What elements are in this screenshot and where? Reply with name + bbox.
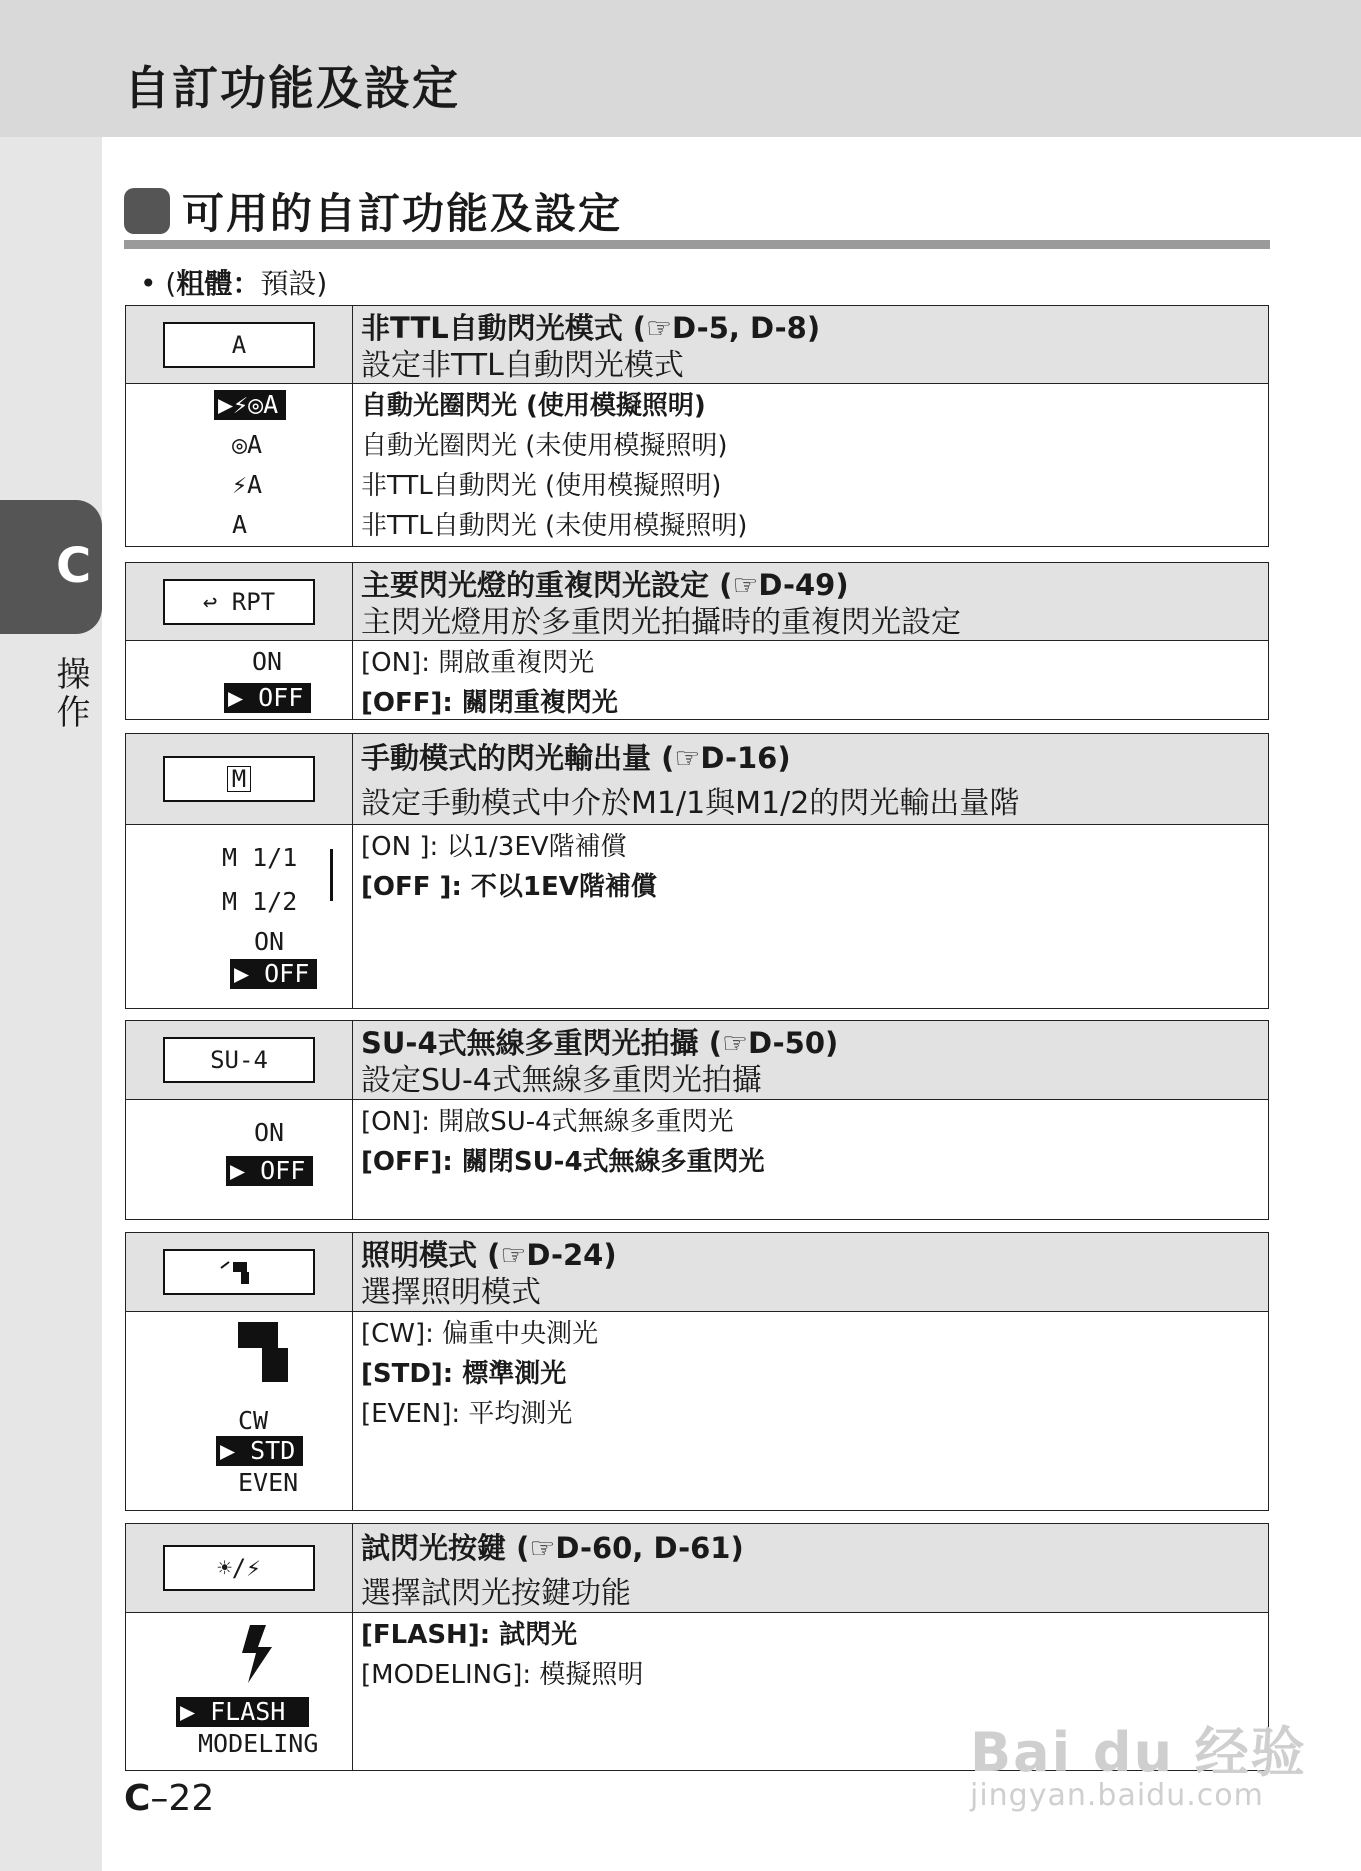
repeat-icon bbox=[163, 579, 315, 625]
test-flash-icon bbox=[163, 1545, 315, 1591]
page-num: –22 bbox=[150, 1778, 215, 1819]
watermark-logo: Bai du 经验 bbox=[970, 1721, 1307, 1784]
step-bracket bbox=[330, 849, 333, 901]
lcd-option: ⚡A bbox=[232, 470, 263, 499]
section-title: 可用的自訂功能及設定 bbox=[182, 189, 623, 238]
lcd-option-selected: ▶ OFF bbox=[226, 1156, 313, 1186]
legend-rest: 預設) bbox=[260, 267, 328, 300]
setting-title: 試閃光按鍵 (☞D-60, D-61) bbox=[361, 1531, 744, 1565]
legend-bold: 粗體 bbox=[176, 267, 233, 300]
legend-sep: ： bbox=[232, 267, 261, 300]
option-row: 非TTL自動閃光 (使用模擬照明) bbox=[361, 471, 722, 501]
option-row: [ON ]: 以1/3EV階補償 bbox=[361, 832, 627, 862]
lcd-option: ON bbox=[254, 927, 285, 956]
setting-title: 主要閃光燈的重複閃光設定 (☞D-49) bbox=[361, 568, 849, 602]
manual-m-icon bbox=[163, 756, 315, 802]
lcd-option: ON bbox=[252, 647, 283, 676]
icon-label: SU-4 bbox=[210, 1046, 268, 1074]
legend bbox=[140, 262, 327, 302]
option-row: [OFF]: 關閉重複閃光 bbox=[361, 688, 618, 718]
setting-block-nonttl bbox=[125, 305, 1269, 547]
option-row: [FLASH]: 試閃光 bbox=[361, 1620, 578, 1650]
icon-label: M bbox=[227, 766, 251, 792]
illumination-large-icon bbox=[236, 1320, 292, 1386]
setting-block-manual bbox=[125, 733, 1269, 1009]
setting-subtitle: 設定非TTL自動閃光模式 bbox=[361, 348, 684, 383]
option-row: [OFF ]: 不以1EV階補償 bbox=[361, 872, 657, 902]
auto-a-icon bbox=[163, 322, 315, 368]
lcd-option: M 1/1 bbox=[222, 843, 298, 872]
chapter-tab bbox=[0, 500, 102, 634]
setting-subtitle: 主閃光燈用於多重閃光拍攝時的重複閃光設定 bbox=[361, 605, 961, 640]
page-chapter: C bbox=[124, 1778, 151, 1819]
setting-subtitle: 選擇照明模式 bbox=[361, 1275, 541, 1310]
setting-title: SU-4式無線多重閃光拍攝 (☞D-50) bbox=[361, 1026, 839, 1060]
legend-prefix: • ( bbox=[140, 267, 177, 300]
page-number bbox=[124, 1778, 214, 1819]
lcd-option-selected: ▶ OFF bbox=[224, 683, 311, 713]
illumination-pattern-icon bbox=[219, 1258, 259, 1286]
page-title: 自訂功能及設定 bbox=[124, 61, 460, 115]
option-row: [MODELING]: 模擬照明 bbox=[361, 1660, 644, 1690]
setting-title: 手動模式的閃光輸出量 (☞D-16) bbox=[361, 741, 791, 775]
setting-block-illumination bbox=[125, 1232, 1269, 1511]
chapter-label: 操作 bbox=[50, 656, 90, 732]
watermark-url: jingyan.baidu.com bbox=[970, 1778, 1264, 1813]
flash-bolt-icon bbox=[238, 1623, 274, 1685]
lcd-option: EVEN bbox=[238, 1468, 299, 1497]
setting-block-su4 bbox=[125, 1020, 1269, 1220]
illumination-icon bbox=[163, 1249, 315, 1295]
icon-label: ☀/⚡ bbox=[217, 1554, 261, 1582]
chapter-letter: C bbox=[56, 538, 92, 594]
lcd-option: ON bbox=[254, 1118, 285, 1147]
icon-label: A bbox=[231, 330, 247, 359]
lcd-option: CW bbox=[238, 1406, 269, 1435]
option-row: [EVEN]: 平均測光 bbox=[361, 1399, 573, 1429]
option-row: [ON]: 開啟SU-4式無線多重閃光 bbox=[361, 1107, 734, 1137]
option-row: [CW]: 偏重中央測光 bbox=[361, 1319, 599, 1349]
lcd-option: MODELING bbox=[198, 1729, 319, 1758]
option-row: 自動光圈閃光 (未使用模擬照明) bbox=[361, 431, 728, 461]
setting-title: 照明模式 (☞D-24) bbox=[361, 1238, 617, 1272]
lcd-option: ◎A bbox=[232, 430, 263, 459]
setting-subtitle: 選擇試閃光按鍵功能 bbox=[361, 1576, 631, 1611]
option-row: 自動光圈閃光 (使用模擬照明) bbox=[361, 391, 706, 421]
lcd-option: A bbox=[232, 510, 248, 539]
setting-block-repeat bbox=[125, 562, 1269, 720]
lcd-option-selected: ▶ FLASH bbox=[176, 1697, 309, 1727]
setting-subtitle: 設定手動模式中介於M1/1與M1/2的閃光輸出量階 bbox=[361, 786, 1020, 821]
section-rule bbox=[124, 240, 1270, 249]
lcd-option: M 1/2 bbox=[222, 887, 298, 916]
lcd-option-selected: ▶ OFF bbox=[230, 959, 317, 989]
su4-icon bbox=[163, 1037, 315, 1083]
icon-label: ↩ RPT bbox=[202, 587, 276, 616]
option-row: [ON]: 開啟重複閃光 bbox=[361, 648, 595, 678]
left-margin-band bbox=[0, 137, 102, 1871]
lcd-option-selected: ▶⚡◎A bbox=[214, 390, 286, 420]
section-heading bbox=[124, 186, 622, 236]
option-row: [OFF]: 關閉SU-4式無線多重閃光 bbox=[361, 1147, 765, 1177]
option-row: [STD]: 標準測光 bbox=[361, 1359, 567, 1389]
option-row: 非TTL自動閃光 (未使用模擬照明) bbox=[361, 511, 748, 541]
lcd-option-selected: ▶ STD bbox=[216, 1436, 303, 1466]
setting-title: 非TTL自動閃光模式 (☞D-5, D-8) bbox=[361, 311, 821, 345]
section-bullet-icon bbox=[124, 188, 170, 234]
setting-subtitle: 設定SU-4式無線多重閃光拍攝 bbox=[361, 1063, 762, 1098]
